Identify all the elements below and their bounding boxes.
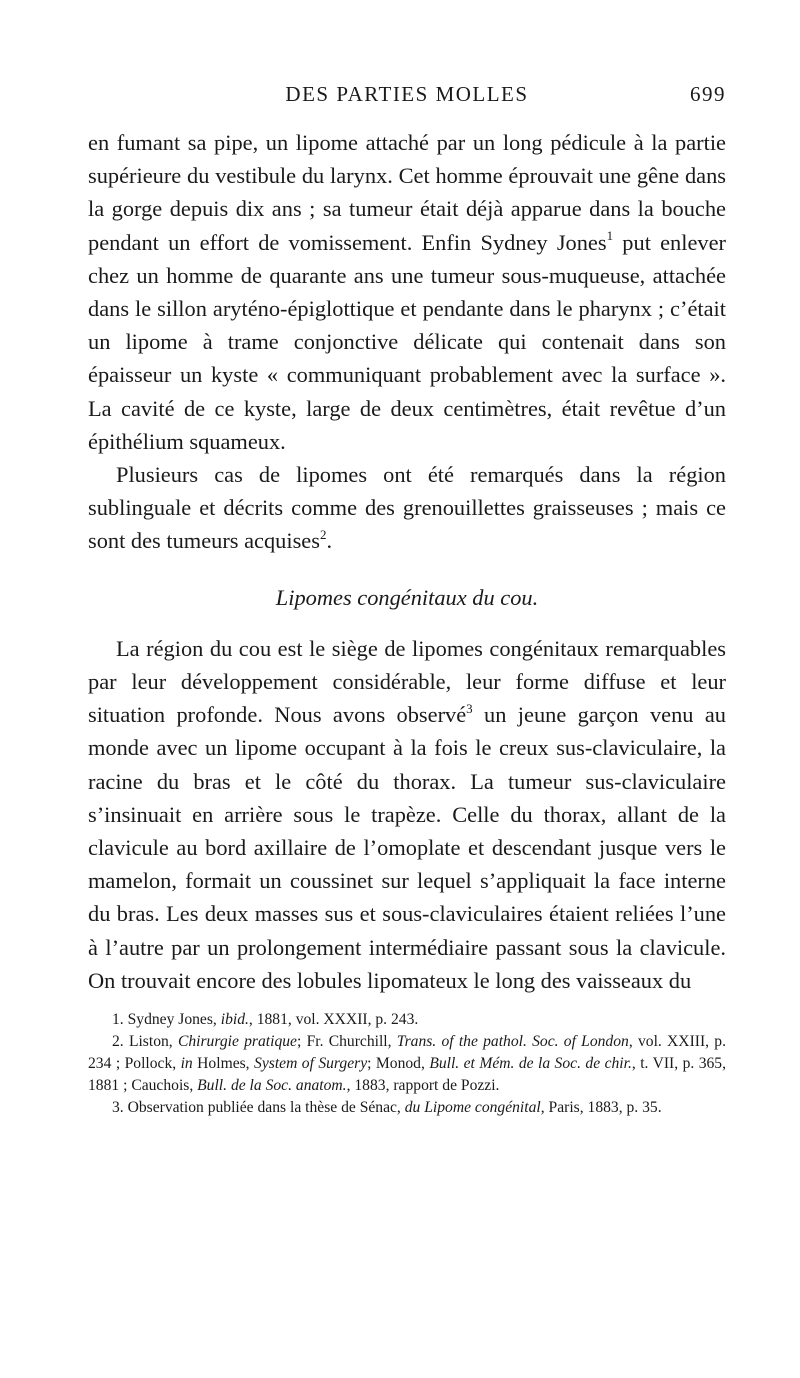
footnote-3-text-c: , Paris, 1883, p. 35. [540, 1099, 662, 1117]
footnote-2-text-i: ; Monod, [367, 1055, 430, 1073]
footnote-1-text: 1. Sydney Jones, [112, 1011, 221, 1029]
footnote-ref-2: 2 [319, 526, 327, 542]
footnote-2-italic-f: in [180, 1055, 193, 1073]
footnote-1 [88, 1009, 726, 1031]
footnotes [88, 1009, 726, 1119]
footnote-2-text-g: Holmes, [192, 1055, 255, 1073]
paragraph-1-text-a: en fumant sa pipe, un lipome attaché par un long pédicule à la partie supérieure du vestibule du larynx. Cet homme éprouvait une gêne dans la gorge depuis dix ans ; sa tumeur était déjà apparue dans la bouche pendant un effort de vomissement. Enfin Sydney Jones [88, 130, 726, 255]
page-number: 699 [690, 82, 726, 106]
footnote-2-text-e: , vol. XXIII, p. 234 ; Pollock, [88, 1033, 726, 1073]
footnote-2-text-c: ; Fr. Churchill, [296, 1033, 397, 1051]
paragraph-3 [88, 632, 726, 997]
paragraph-2-text-b: . [326, 528, 333, 554]
paragraph-3-text-a: La région du cou est le siège de lipomes congénitaux remarquables par leur développement considérable, leur forme diffuse et leur situation profonde. Nous avons observé [88, 635, 726, 728]
footnote-1-text-end: , 1881, vol. XXXII, p. 243. [248, 1011, 419, 1029]
book-page [88, 82, 726, 1119]
section-subheading: Lipomes congénitaux du cou. [275, 584, 539, 610]
footnote-ref-3: 3 [466, 700, 473, 716]
footnote-2-text-a: 2. Liston, [112, 1033, 178, 1051]
footnote-2-italic-d: Trans. of the pathol. Soc. of London [396, 1033, 629, 1051]
body-text [88, 126, 726, 997]
footnote-3 [88, 1097, 726, 1119]
footnote-2-text-k: , t. VII, p. 365, 1881 ; Cauchois, [88, 1055, 726, 1095]
footnote-2-italic-b: Chirurgie pratique [177, 1033, 297, 1051]
running-head [88, 82, 726, 110]
paragraph-1 [88, 126, 726, 458]
paragraph-2-text-a: Plusieurs cas de lipomes ont été remarqués dans la région sublinguale et décrits comme des grenouillettes graisseuses ; mais ce sont des tumeurs acquises [88, 462, 726, 554]
footnote-2-italic-j: Bull. et Mém. de la Soc. de chir. [429, 1055, 632, 1073]
footnote-2-italic-h: System of Surgery [254, 1055, 368, 1073]
paragraph-1-text-b: put enlever chez un homme de quarante ans une tumeur sous-muqueuse, attachée dans le sillon aryténo-épiglottique et pendante dans le pharynx ; c’était un lipome à trame conjonctive délicate qui contenait dans son épaisseur un kyste « communiquant probablement avec la surface ». La cavité de ce kyste, large de deux centimètres, était revêtue d’un épithélium squameux. [88, 229, 726, 454]
running-head-title: DES PARTIES MOLLES [285, 82, 529, 106]
footnote-3-text-a: 3. Observation publiée dans la thèse de Sénac, [112, 1099, 405, 1117]
footnote-2-text-m: , 1883, rapport de Pozzi. [346, 1077, 500, 1095]
footnote-1-italic: ibid. [220, 1011, 249, 1029]
footnote-ref-1: 1 [606, 228, 614, 244]
paragraph-3-text-b: un jeune garçon venu au monde avec un lipome occupant à la fois le creux sus-claviculaire, la racine du bras et le côté du thorax. La tumeur sus-claviculaire s’insinuait en arrière sous le trapèze. Celle du thorax, allant de la clavicule au bord axillaire de l’omoplate et descendant jusque vers le mamelon, formait un coussinet sur lequel s’appliquait la face interne du bras. Les deux masses sus et sous-claviculaires étaient reliées l’une à l’autre par un prolongement intermédiaire passant sous la clavicule. On trouvait encore des lobules lipomateux le long des vaisseaux du [88, 702, 726, 993]
footnote-3-italic: du Lipome congénital [404, 1099, 541, 1117]
footnote-2-italic-l: Bull. de la Soc. anatom. [197, 1077, 347, 1095]
footnote-2 [88, 1031, 726, 1097]
paragraph-2 [88, 458, 726, 558]
